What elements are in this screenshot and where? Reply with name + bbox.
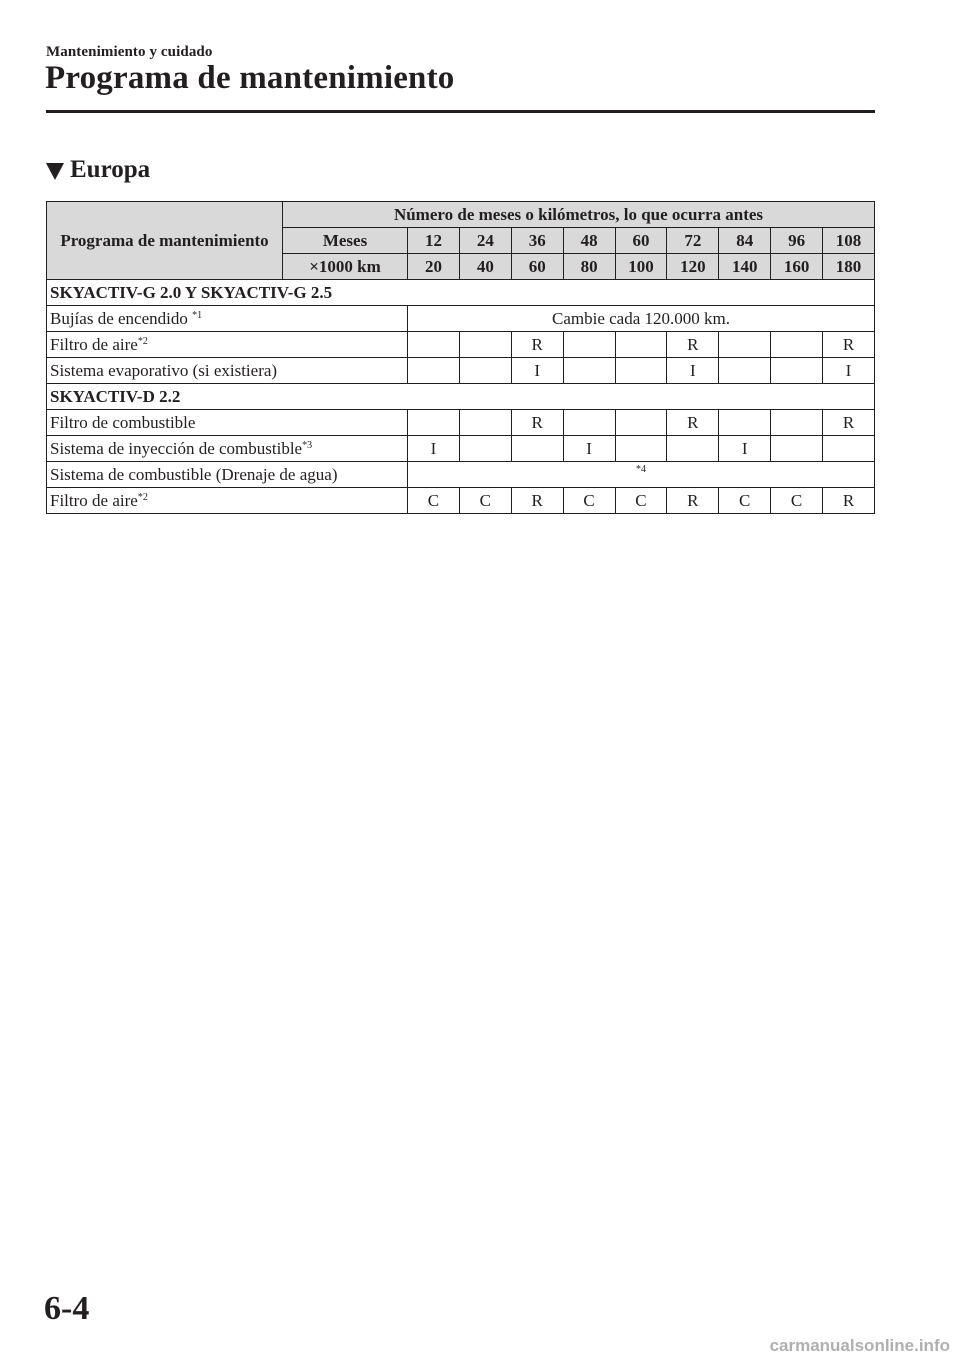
- schedule-cell: C: [771, 488, 823, 514]
- group-title: SKYACTIV-G 2.0 Y SKYACTIV-G 2.5: [47, 280, 875, 306]
- schedule-cell: [408, 332, 460, 358]
- schedule-cell: I: [719, 436, 771, 462]
- km-header-cell: 60: [511, 254, 563, 280]
- item-label: Sistema evaporativo (si existiera): [50, 360, 278, 380]
- schedule-cell: [459, 358, 511, 384]
- schedule-cell: [771, 436, 823, 462]
- months-header-cell: 36: [511, 228, 563, 254]
- km-header-cell: 160: [771, 254, 823, 280]
- km-header-cell: 120: [667, 254, 719, 280]
- schedule-cell: C: [615, 488, 667, 514]
- schedule-cell: [719, 410, 771, 436]
- schedule-cell: [719, 358, 771, 384]
- schedule-cell: C: [563, 488, 615, 514]
- maintenance-schedule-table: [46, 201, 875, 514]
- schedule-cell: I: [408, 436, 460, 462]
- schedule-cell: [459, 410, 511, 436]
- footnote-ref: *2: [137, 335, 148, 347]
- months-header-cell: 24: [459, 228, 511, 254]
- triangle-down-icon: [46, 163, 64, 180]
- schedule-cell: R: [823, 410, 875, 436]
- schedule-cell: [615, 436, 667, 462]
- item-label-cell: [47, 436, 408, 462]
- schedule-cell: R: [823, 488, 875, 514]
- group-title: SKYACTIV-D 2.2: [47, 384, 875, 410]
- schedule-cell: I: [563, 436, 615, 462]
- table-row: [47, 410, 875, 436]
- item-label: Filtro de combustible: [50, 412, 196, 432]
- schedule-cell: [615, 358, 667, 384]
- schedule-cell: [511, 436, 563, 462]
- km-header-cell: 40: [459, 254, 511, 280]
- table-row: [47, 462, 875, 488]
- table-row: [47, 358, 875, 384]
- schedule-cell: [459, 436, 511, 462]
- header-row-span: [47, 202, 875, 228]
- group-row: [47, 280, 875, 306]
- schedule-cell: [615, 410, 667, 436]
- title-rule: [46, 110, 875, 113]
- item-label: Filtro de aire: [50, 490, 138, 510]
- item-label-cell: [47, 358, 408, 384]
- schedule-cell: [459, 332, 511, 358]
- schedule-cell: R: [511, 488, 563, 514]
- span-header-cell: Número de meses o kilómetros, lo que ocurra antes: [283, 202, 875, 228]
- schedule-cell: [563, 410, 615, 436]
- item-label-cell: [47, 462, 408, 488]
- table-row: [47, 306, 875, 332]
- table-row: [47, 436, 875, 462]
- schedule-cell: [823, 436, 875, 462]
- item-label: Filtro de aire: [50, 334, 138, 354]
- schedule-cell: C: [719, 488, 771, 514]
- schedule-cell: [563, 358, 615, 384]
- footnote-ref: *1: [192, 309, 203, 321]
- item-label: Bujías de encendido: [50, 308, 193, 328]
- schedule-cell: [615, 332, 667, 358]
- page-number: 6-4: [44, 1290, 90, 1327]
- chapter-title: Mantenimiento y cuidado: [46, 44, 213, 60]
- schedule-cell: R: [667, 488, 719, 514]
- table-row: [47, 332, 875, 358]
- months-header-cell: 48: [563, 228, 615, 254]
- table-row: [47, 488, 875, 514]
- months-label-cell: Meses: [283, 228, 408, 254]
- schedule-cell: I: [511, 358, 563, 384]
- group-row: [47, 384, 875, 410]
- schedule-cell: I: [823, 358, 875, 384]
- schedule-cell: R: [511, 410, 563, 436]
- section-heading: [46, 156, 150, 184]
- schedule-cell: [771, 358, 823, 384]
- months-header-cell: 72: [667, 228, 719, 254]
- page-title: Programa de mantenimiento: [45, 60, 455, 96]
- km-header-cell: 80: [563, 254, 615, 280]
- months-header-cell: 60: [615, 228, 667, 254]
- schedule-cell: C: [408, 488, 460, 514]
- row-header-cell: Programa de mantenimiento: [47, 202, 283, 280]
- span-value-cell: Cambie cada 120.000 km.: [408, 306, 875, 332]
- schedule-cell: R: [667, 332, 719, 358]
- months-header-cell: 96: [771, 228, 823, 254]
- schedule-cell: [408, 410, 460, 436]
- section-title: Europa: [70, 156, 151, 183]
- km-header-cell: 140: [719, 254, 771, 280]
- months-header-cell: 108: [823, 228, 875, 254]
- schedule-cell: R: [511, 332, 563, 358]
- item-label-cell: [47, 488, 408, 514]
- months-header-cell: 84: [719, 228, 771, 254]
- schedule-cell: [771, 332, 823, 358]
- item-label-cell: [47, 332, 408, 358]
- item-label-cell: [47, 306, 408, 332]
- schedule-cell: C: [459, 488, 511, 514]
- footnote-ref: *2: [137, 491, 148, 503]
- item-label: Sistema de inyección de combustible: [50, 438, 303, 458]
- schedule-cell: [719, 332, 771, 358]
- schedule-cell: R: [667, 410, 719, 436]
- span-note-cell: [408, 462, 875, 488]
- schedule-cell: [771, 410, 823, 436]
- schedule-cell: [667, 436, 719, 462]
- km-label-cell: ×1000 km: [283, 254, 408, 280]
- footnote-ref: *4: [636, 464, 646, 475]
- schedule-cell: I: [667, 358, 719, 384]
- km-header-cell: 20: [408, 254, 460, 280]
- schedule-cell: [563, 332, 615, 358]
- schedule-cell: [408, 358, 460, 384]
- watermark: carmanualsonline.info: [769, 1336, 950, 1355]
- item-label: Sistema de combustible (Drenaje de agua): [50, 464, 338, 484]
- item-label-cell: [47, 410, 408, 436]
- months-header-cell: 12: [408, 228, 460, 254]
- footnote-ref: *3: [302, 439, 313, 451]
- schedule-cell: R: [823, 332, 875, 358]
- km-header-cell: 100: [615, 254, 667, 280]
- km-header-cell: 180: [823, 254, 875, 280]
